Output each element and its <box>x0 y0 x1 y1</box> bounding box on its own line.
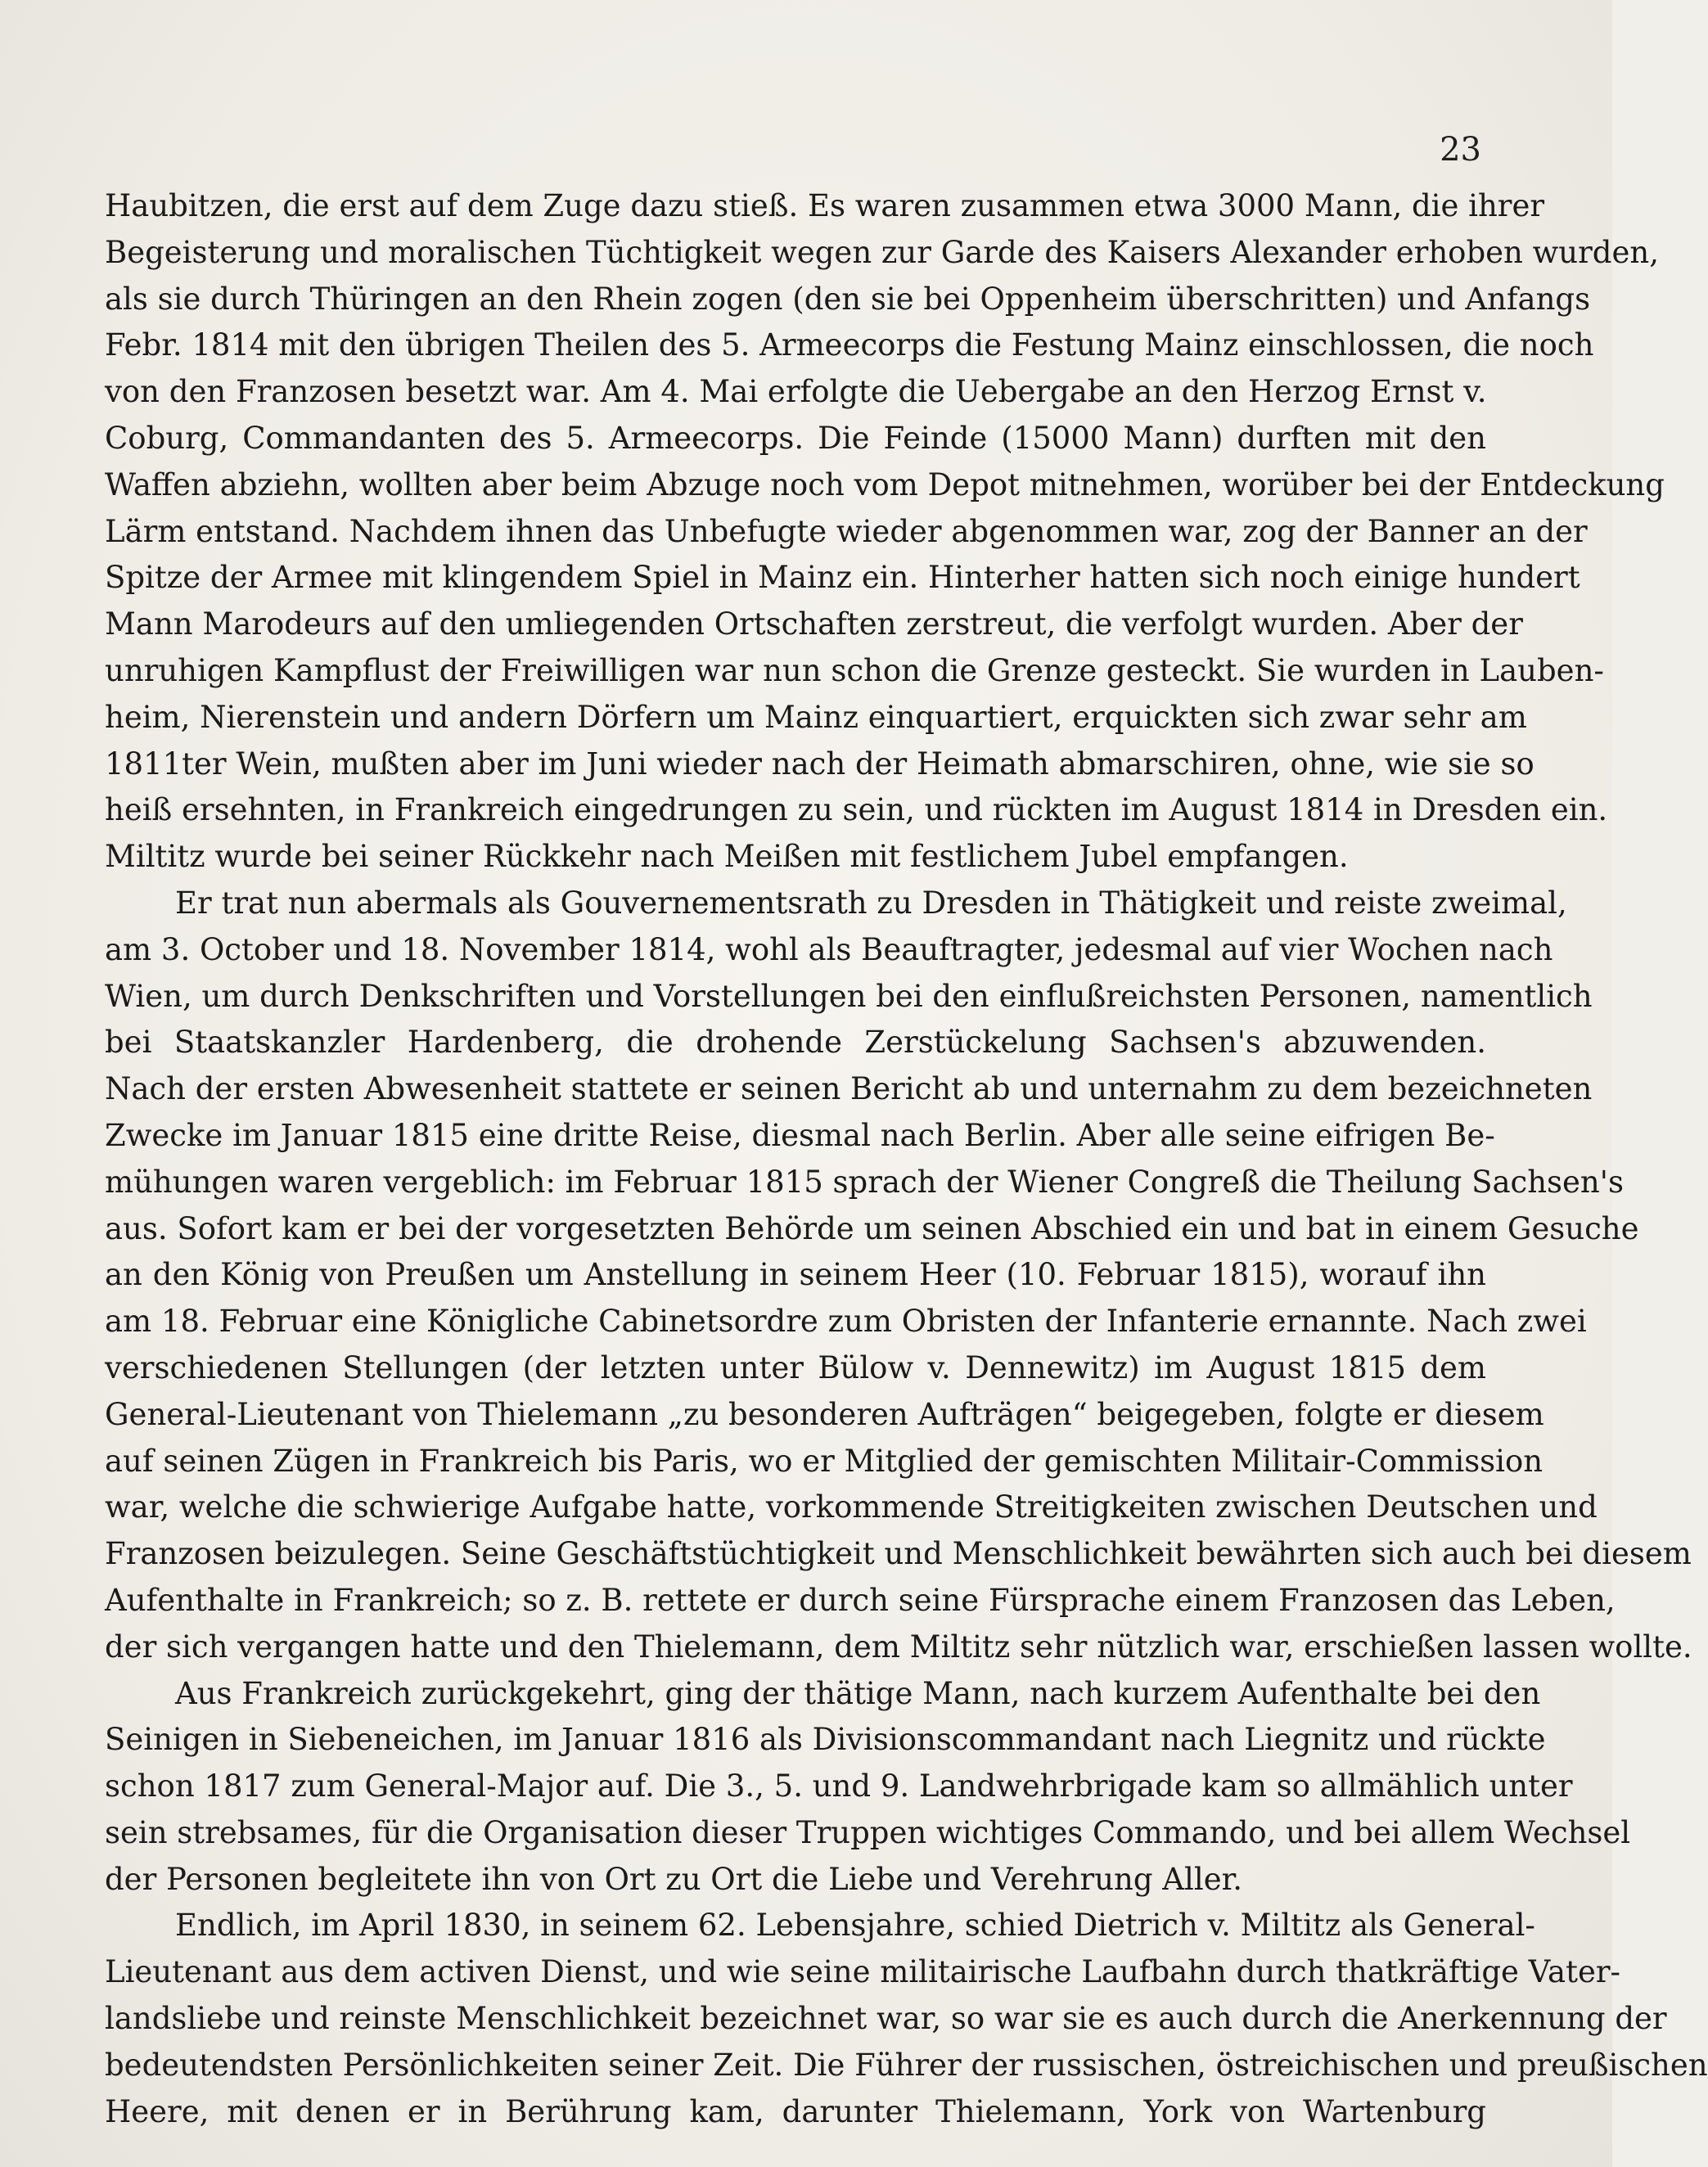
text-line: heiß ersehnten, in Frankreich eingedrungen zu sein, und rückten im August 1814 in Dresden ein. <box>105 792 1608 828</box>
text-line: Haubitzen, die erst auf dem Zuge dazu stieß. Es waren zusammen etwa 3000 Mann, die ihrer <box>105 188 1545 223</box>
text-line: Spitze der Armee mit klingendem Spiel in Mainz ein. Hinterher hatten sich noch einige hundert <box>105 560 1580 596</box>
text-line: verschiedenen Stellungen (der letzten unter Bülow v. Dennewitz) im August 1815 dem <box>105 1349 1486 1385</box>
text-line: Franzosen beizulegen. Seine Geschäftstüchtigkeit und Menschlichkeit bewährten sich auch bei diesem <box>105 1536 1692 1572</box>
text-line: als sie durch Thüringen an den Rhein zogen (den sie bei Oppenheim überschritten) und Anfangs <box>105 281 1591 317</box>
text-line: 1811ter Wein, mußten aber im Juni wieder nach der Heimath abmarschiren, ohne, wie sie so <box>105 746 1534 782</box>
text-line: Begeisterung und moralischen Tüchtigkeit wegen zur Garde des Kaisers Alexander erhoben wurden, <box>105 234 1659 270</box>
text-line: Heere, mit denen er in Berührung kam, darunter Thielemann, York von Wartenburg <box>105 2093 1486 2129</box>
text-line: mühungen waren vergeblich: im Februar 1815 sprach der Wiener Congreß die Theilung Sachsen's <box>105 1164 1624 1200</box>
text-line: Coburg, Commandanten des 5. Armeecorps. Die Feinde (15000 Mann) durften mit den <box>105 420 1486 456</box>
body-text <box>105 183 1708 2135</box>
text-line: war, welche die schwierige Aufgabe hatte, vorkommende Streitigkeiten zwischen Deutschen und <box>105 1489 1598 1525</box>
text-line: Waffen abziehn, wollten aber beim Abzuge noch vom Depot mitnehmen, worüber bei der Entdeckung <box>105 466 1665 502</box>
text-line: Endlich, im April 1830, in seinem 62. Lebensjahre, schied Dietrich v. Miltitz als General- <box>175 1908 1535 1944</box>
text-line: Miltitz wurde bei seiner Rückkehr nach Meißen mit festlichem Jubel empfangen. <box>105 839 1349 875</box>
text-line: Nach der ersten Abwesenheit stattete er seinen Bericht ab und unternahm zu dem bezeichneten <box>105 1071 1593 1107</box>
text-line: landsliebe und reinste Menschlichkeit bezeichnet war, so war sie es auch durch die Anerkennung der <box>105 2001 1667 2037</box>
text-line: Aus Frankreich zurückgekehrt, ging der thätige Mann, nach kurzem Aufenthalte bei den <box>175 1675 1541 1711</box>
text-line: sein strebsames, für die Organisation dieser Truppen wichtiges Commando, und bei allem Wechsel <box>105 1814 1631 1850</box>
text-line: Wien, um durch Denkschriften und Vorstellungen bei den einflußreichsten Personen, namentlich <box>105 978 1593 1014</box>
text-line: an den König von Preußen um Anstellung in seinem Heer (10. Februar 1815), worauf ihn <box>105 1257 1486 1293</box>
page-number: 23 <box>1440 131 1481 169</box>
text-line: heim, Nierenstein und andern Dörfern um Mainz einquartiert, erquickten sich zwar sehr am <box>105 699 1527 735</box>
text-line: der Personen begleitete ihn von Ort zu Ort die Liebe und Verehrung Aller. <box>105 1861 1242 1897</box>
text-line: Aufenthalte in Frankreich; so z. B. rettete er durch seine Fürsprache einem Franzosen das Leben, <box>105 1582 1616 1618</box>
text-line: Lärm entstand. Nachdem ihnen das Unbefugte wieder abgenommen war, zog der Banner an der <box>105 513 1588 549</box>
text-line: General-Lieutenant von Thielemann „zu besonderen Aufträgen“ beigegeben, folgte er diesem <box>105 1396 1544 1432</box>
text-line: der sich vergangen hatte und den Thielemann, dem Miltitz sehr nützlich war, erschießen lassen wollte. <box>105 1629 1692 1665</box>
text-line: bedeutendsten Persönlichkeiten seiner Zeit. Die Führer der russischen, östreichischen und preußischen <box>105 2047 1708 2083</box>
text-line: von den Franzosen besetzt war. Am 4. Mai erfolgte die Uebergabe an den Herzog Ernst v. <box>105 374 1487 410</box>
text-line: Febr. 1814 mit den übrigen Theilen des 5. Armeecorps die Festung Mainz einschlossen, die noch <box>105 327 1594 363</box>
text-line: Mann Marodeurs auf den umliegenden Ortschaften zerstreut, die verfolgt wurden. Aber der <box>105 606 1523 642</box>
text-line: am 3. October und 18. November 1814, wohl als Beauftragter, jedesmal auf vier Wochen nach <box>105 931 1553 967</box>
text-line: bei Staatskanzler Hardenberg, die drohende Zerstückelung Sachsen's abzuwenden. <box>105 1025 1486 1061</box>
text-line: Zwecke im Januar 1815 eine dritte Reise, diesmal nach Berlin. Aber alle seine eifrigen Be- <box>105 1117 1495 1153</box>
text-line: Er trat nun abermals als Gouvernementsrath zu Dresden in Thätigkeit und reiste zweimal, <box>175 885 1567 921</box>
text-line: Lieutenant aus dem activen Dienst, und wie seine militairische Laufbahn durch thatkräftige Vater- <box>105 1954 1621 1990</box>
text-line: aus. Sofort kam er bei der vorgesetzten Behörde um seinen Abschied ein und bat in einem Gesuche <box>105 1210 1639 1246</box>
text-line: schon 1817 zum General-Major auf. Die 3., 5. und 9. Landwehrbrigade kam so allmählich unter <box>105 1768 1573 1804</box>
text-line: auf seinen Zügen in Frankreich bis Paris, wo er Mitglied der gemischten Militair-Commission <box>105 1443 1544 1479</box>
text-line: am 18. Februar eine Königliche Cabinetsordre zum Obristen der Infanterie ernannte. Nach zwei <box>105 1304 1587 1340</box>
text-line: unruhigen Kampflust der Freiwilligen war nun schon die Grenze gesteckt. Sie wurden in Lauben- <box>105 652 1604 688</box>
text-line: Seinigen in Siebeneichen, im Januar 1816 als Divisionscommandant nach Liegnitz und rückte <box>105 1722 1546 1758</box>
